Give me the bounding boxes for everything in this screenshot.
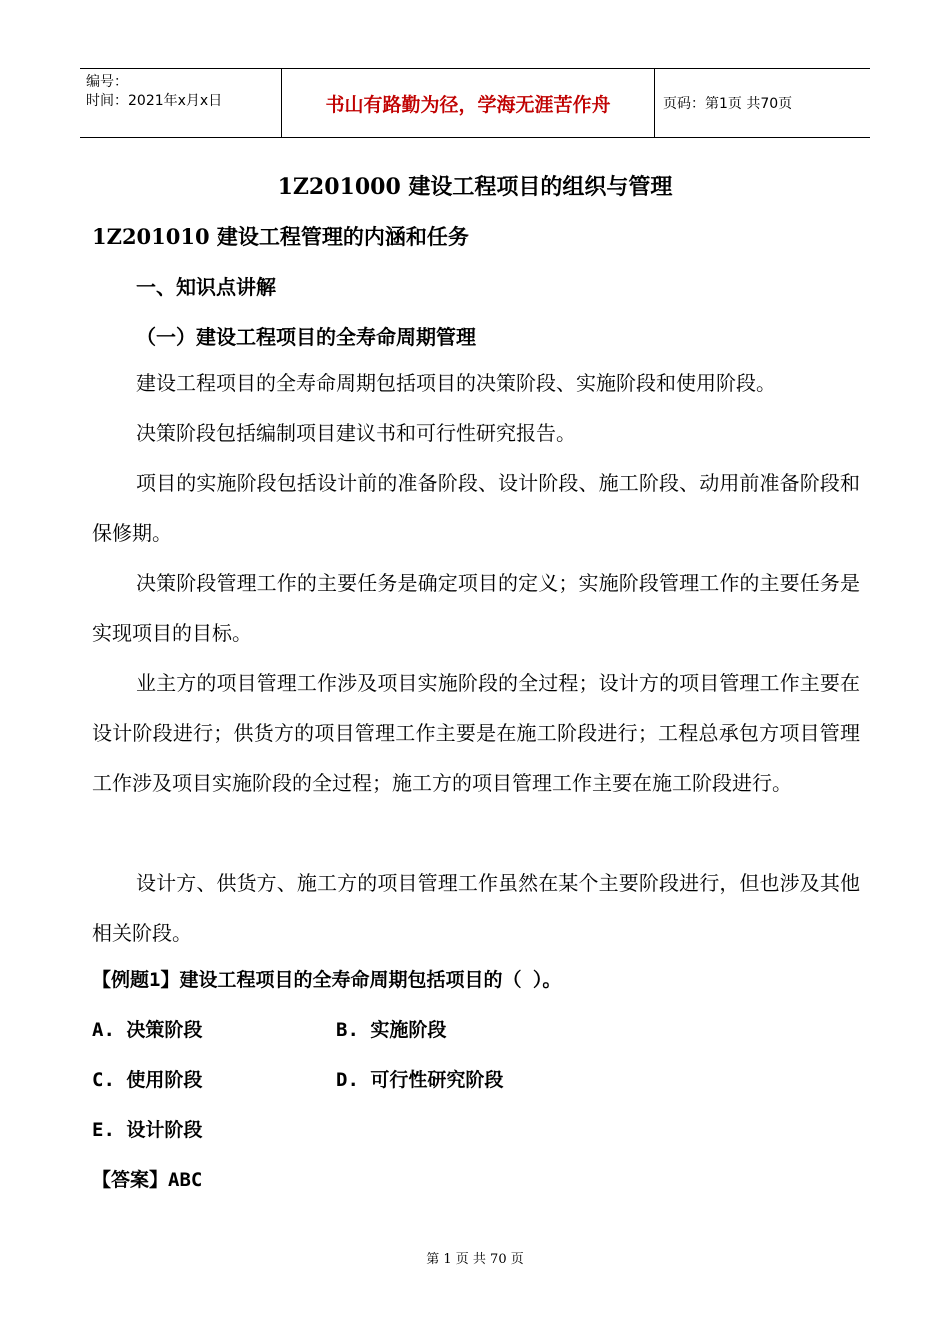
document-title: 1Z201000 建设工程项目的组织与管理: [277, 174, 673, 200]
paragraph: 决策阶段管理工作的主要任务是确定项目的定义；实施阶段管理工作的主要任务是实现项目的目标。: [92, 571, 860, 645]
header-meta: [80, 69, 281, 137]
number-label: 编号：: [86, 74, 128, 90]
header-page-info: 页码：第1页 共70页: [663, 96, 793, 112]
time-label: 时间：2021年x月x日: [86, 93, 223, 109]
paragraph: 建设工程项目的全寿命周期包括项目的决策阶段、实施阶段和使用阶段。: [136, 371, 776, 395]
subsubsection-heading: （一）建设工程项目的全寿命周期管理: [136, 325, 476, 349]
paragraph: 业主方的项目管理工作涉及项目实施阶段的全过程；设计方的项目管理工作主要在设计阶段进行；供货方的项目管理工作主要是在施工阶段进行；工程总承包方项目管理工作涉及项目实施阶段的全过程；施工方的项目管理工作主要在施工阶段进行。: [92, 671, 860, 795]
page-footer: 第 1 页 共 70 页: [426, 1252, 524, 1267]
section-heading: 1Z201010 建设工程管理的内涵和任务: [92, 224, 469, 249]
paragraph: 决策阶段包括编制项目建议书和可行性研究报告。: [136, 421, 576, 445]
example-question: 【例题1】建设工程项目的全寿命周期包括项目的（ ）。: [92, 969, 562, 991]
header-motto: 书山有路勤为径，学海无涯苦作舟: [281, 69, 655, 137]
option-e: E. 设计阶段: [92, 1119, 203, 1141]
subsection-heading: 一、知识点讲解: [136, 275, 276, 299]
paragraph: 项目的实施阶段包括设计前的准备阶段、设计阶段、施工阶段、动用前准备阶段和保修期。: [92, 471, 860, 545]
option-c: C. 使用阶段: [92, 1069, 203, 1091]
paragraph: 设计方、供货方、施工方的项目管理工作虽然在某个主要阶段进行，但也涉及其他相关阶段。: [92, 871, 860, 945]
option-a: A. 决策阶段: [92, 1019, 203, 1041]
option-b: B. 实施阶段: [336, 1019, 447, 1041]
option-d: D. 可行性研究阶段: [336, 1069, 504, 1091]
answer: 【答案】ABC: [92, 1169, 203, 1191]
page-header: [80, 68, 870, 138]
